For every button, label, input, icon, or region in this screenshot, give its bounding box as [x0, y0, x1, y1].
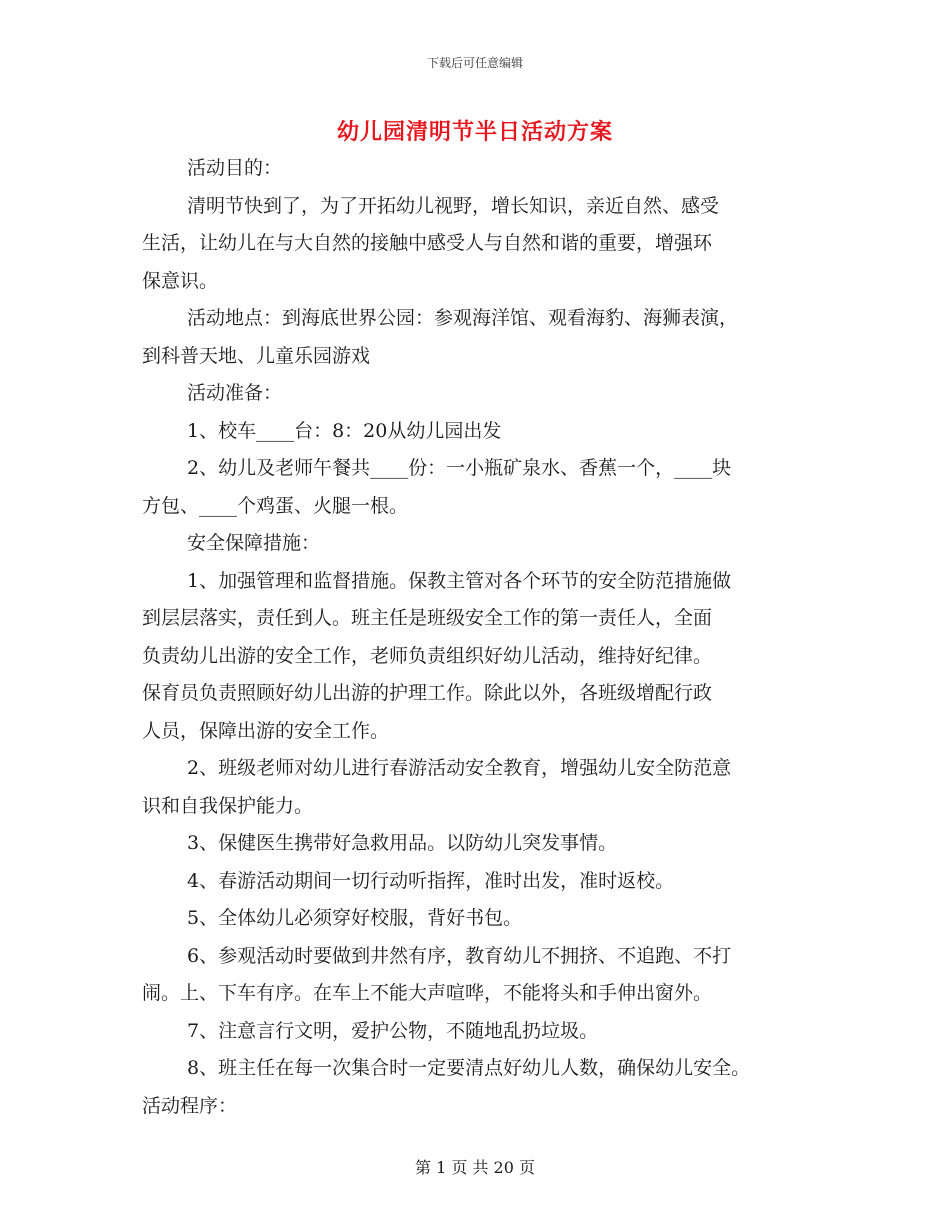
text-line: 5、全体幼儿必须穿好校服，背好书包。	[187, 907, 523, 929]
text-line: 安全保障措施：	[187, 532, 321, 554]
text-line: 6、参观活动时要做到井然有序，教育幼儿不拥挤、不追跑、不打	[187, 944, 732, 967]
text-line: 闹。上、下车有序。在车上不能大声喧哗，不能将头和手伸出窗外。	[142, 982, 713, 1004]
text-line: 3、保健医生携带好急救用品。以防幼儿突发事情。	[187, 832, 618, 854]
text-line: 2、幼儿及老师午餐共____份：一小瓶矿泉水、香蕉一个，____块	[187, 457, 732, 479]
text-line: 到科普天地、儿童乐园游戏	[142, 344, 371, 367]
document-title: 幼儿园清明节半日活动方案	[336, 119, 613, 145]
text-line: 活动程序：	[142, 1094, 238, 1117]
page-header: 下载后可任意编辑	[426, 56, 523, 70]
text-line: 4、春游活动期间一切行动听指挥，准时出发，准时返校。	[187, 869, 675, 892]
text-line: 活动目的：	[187, 157, 283, 179]
text-line: 8、班主任在每一次集合时一定要清点好幼儿人数，确保幼儿安全。	[187, 1057, 751, 1079]
text-line: 7、注意言行文明，爱护公物，不随地乱扔垃圾。	[187, 1019, 599, 1042]
text-line: 保育员负责照顾好幼儿出游的护理工作。除此以外，各班级增配行政	[142, 682, 713, 704]
text-line: 1、加强管理和监督措施。保教主管对各个环节的安全防范措施做	[187, 569, 732, 592]
text-line: 人员，保障出游的安全工作。	[142, 719, 390, 742]
text-line: 生活，让幼儿在与大自然的接触中感受人与自然和谐的重要，增强环	[142, 232, 713, 254]
text-line: 保意识。	[142, 269, 219, 292]
text-line: 到层层落实，责任到人。班主任是班级安全工作的第一责任人，全面	[142, 607, 713, 629]
text-line: 1、校车____台：8：20从幼儿园出发	[187, 419, 502, 442]
text-line: 活动地点：到海底世界公园：参观海洋馆、观看海豹、海狮表演，	[187, 307, 739, 329]
document-body	[142, 150, 822, 1125]
text-line: 清明节快到了，为了开拓幼儿视野，增长知识，亲近自然、感受	[187, 194, 720, 217]
text-line: 负责幼儿出游的安全工作，老师负责组织好幼儿活动，维持好纪律。	[142, 644, 713, 667]
text-line: 2、班级老师对幼儿进行春游活动安全教育，增强幼儿安全防范意	[187, 757, 732, 779]
text-line: 活动准备：	[187, 382, 283, 404]
text-line: 识和自我保护能力。	[142, 794, 314, 817]
text-line: 方包、____个鸡蛋、火腿一根。	[142, 494, 409, 517]
page-number-footer: 第 1 页 共 20 页	[415, 1158, 535, 1177]
